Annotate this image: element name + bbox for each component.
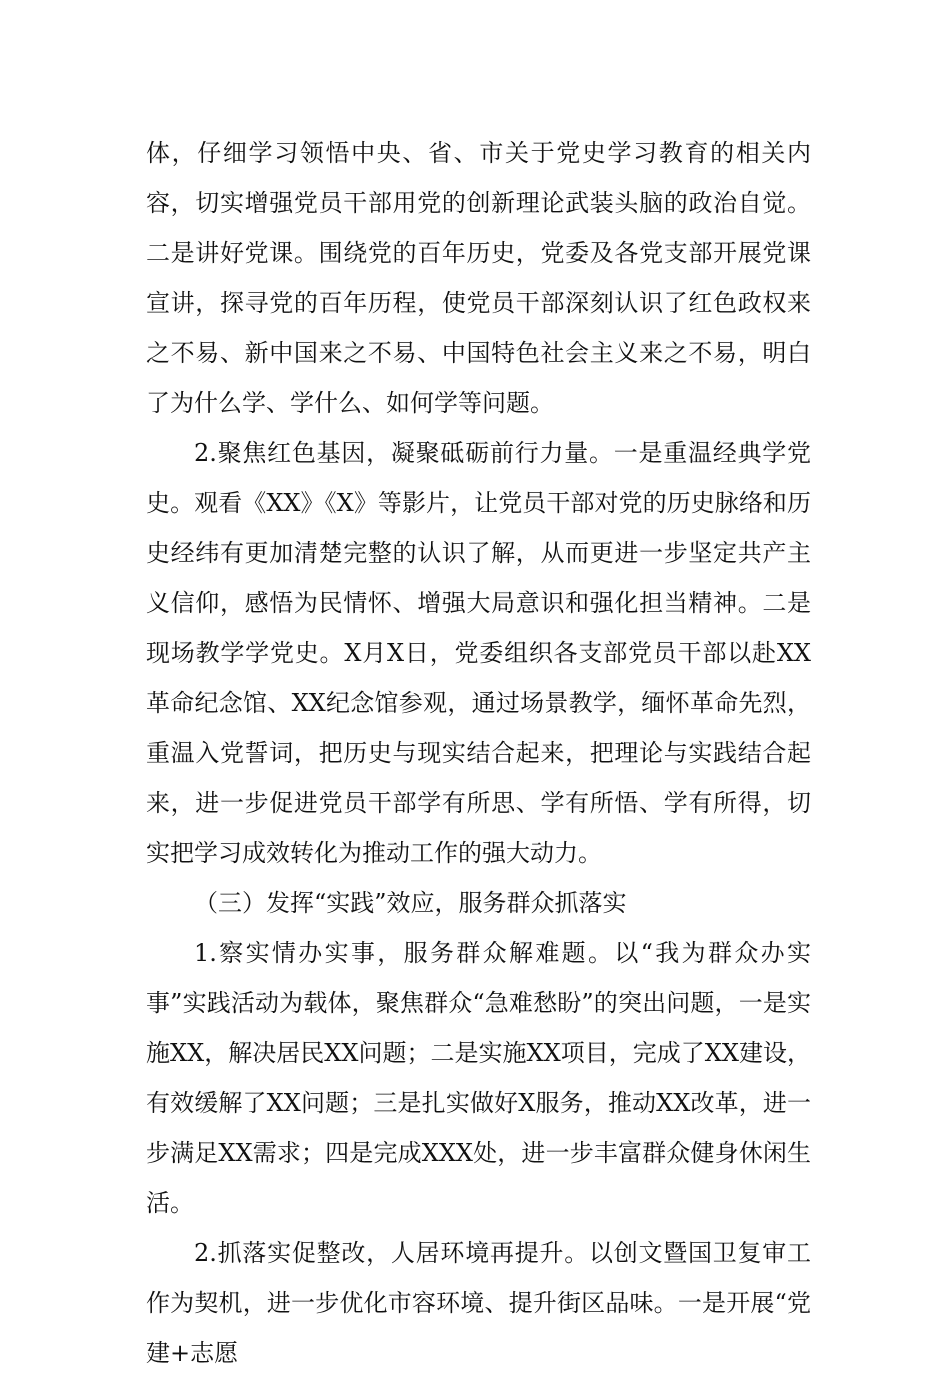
paragraph-rectification: 2.抓落实促整改，人居环境再提升。以创文暨国卫复审工作为契机，进一步优化市容环境、提升街区品味。一是开展“党建+志愿: [146, 1239, 811, 1367]
paragraph-serve-masses: 1.察实情办实事，服务群众解难题。以“我为群众办实事”实践活动为载体，聚焦群众“急难愁盼”的突出问题，一是实施XX，解决居民XX问题；二是实施XX项目，完成了XX建设，有效缓解了XX问题；三是扎实做好X服务，推动XX改革，进一步满足XX需求；四是完成XXX处，进一步丰富群众健身休闲生活。: [146, 939, 811, 1217]
paragraph-continuation: 体，仔细学习领悟中央、省、市关于党史学习教育的相关内容，切实增强党员干部用党的创新理论武装头脑的政治自觉。二是讲好党课。围绕党的百年历史，党委及各党支部开展党课宣讲，探寻党的百年历程，使党员干部深刻认识了红色政权来之不易、新中国来之不易、中国特色社会主义来之不易，明白了为什么学、学什么、如何学等问题。: [146, 139, 811, 417]
document-body: [146, 128, 811, 1378]
paragraph-red-gene: 2.聚焦红色基因，凝聚砥砺前行力量。一是重温经典学党史。观看《XX》《X》等影片，让党员干部对党的历史脉络和历史经纬有更加清楚完整的认识了解，从而更进一步坚定共产主义信仰，感悟为民情怀、增强大局意识和强化担当精神。二是现场教学学党史。X月X日，党委组织各支部党员干部以赴XX革命纪念馆、XX纪念馆参观，通过场景教学，缅怀革命先烈，重温入党誓词，把历史与现实结合起来，把理论与实践结合起来，进一步促进党员干部学有所思、学有所悟、学有所得，切实把学习成效转化为推动工作的强大动力。: [146, 439, 811, 867]
section-heading-practice: （三）发挥“实践”效应，服务群众抓落实: [194, 889, 627, 917]
